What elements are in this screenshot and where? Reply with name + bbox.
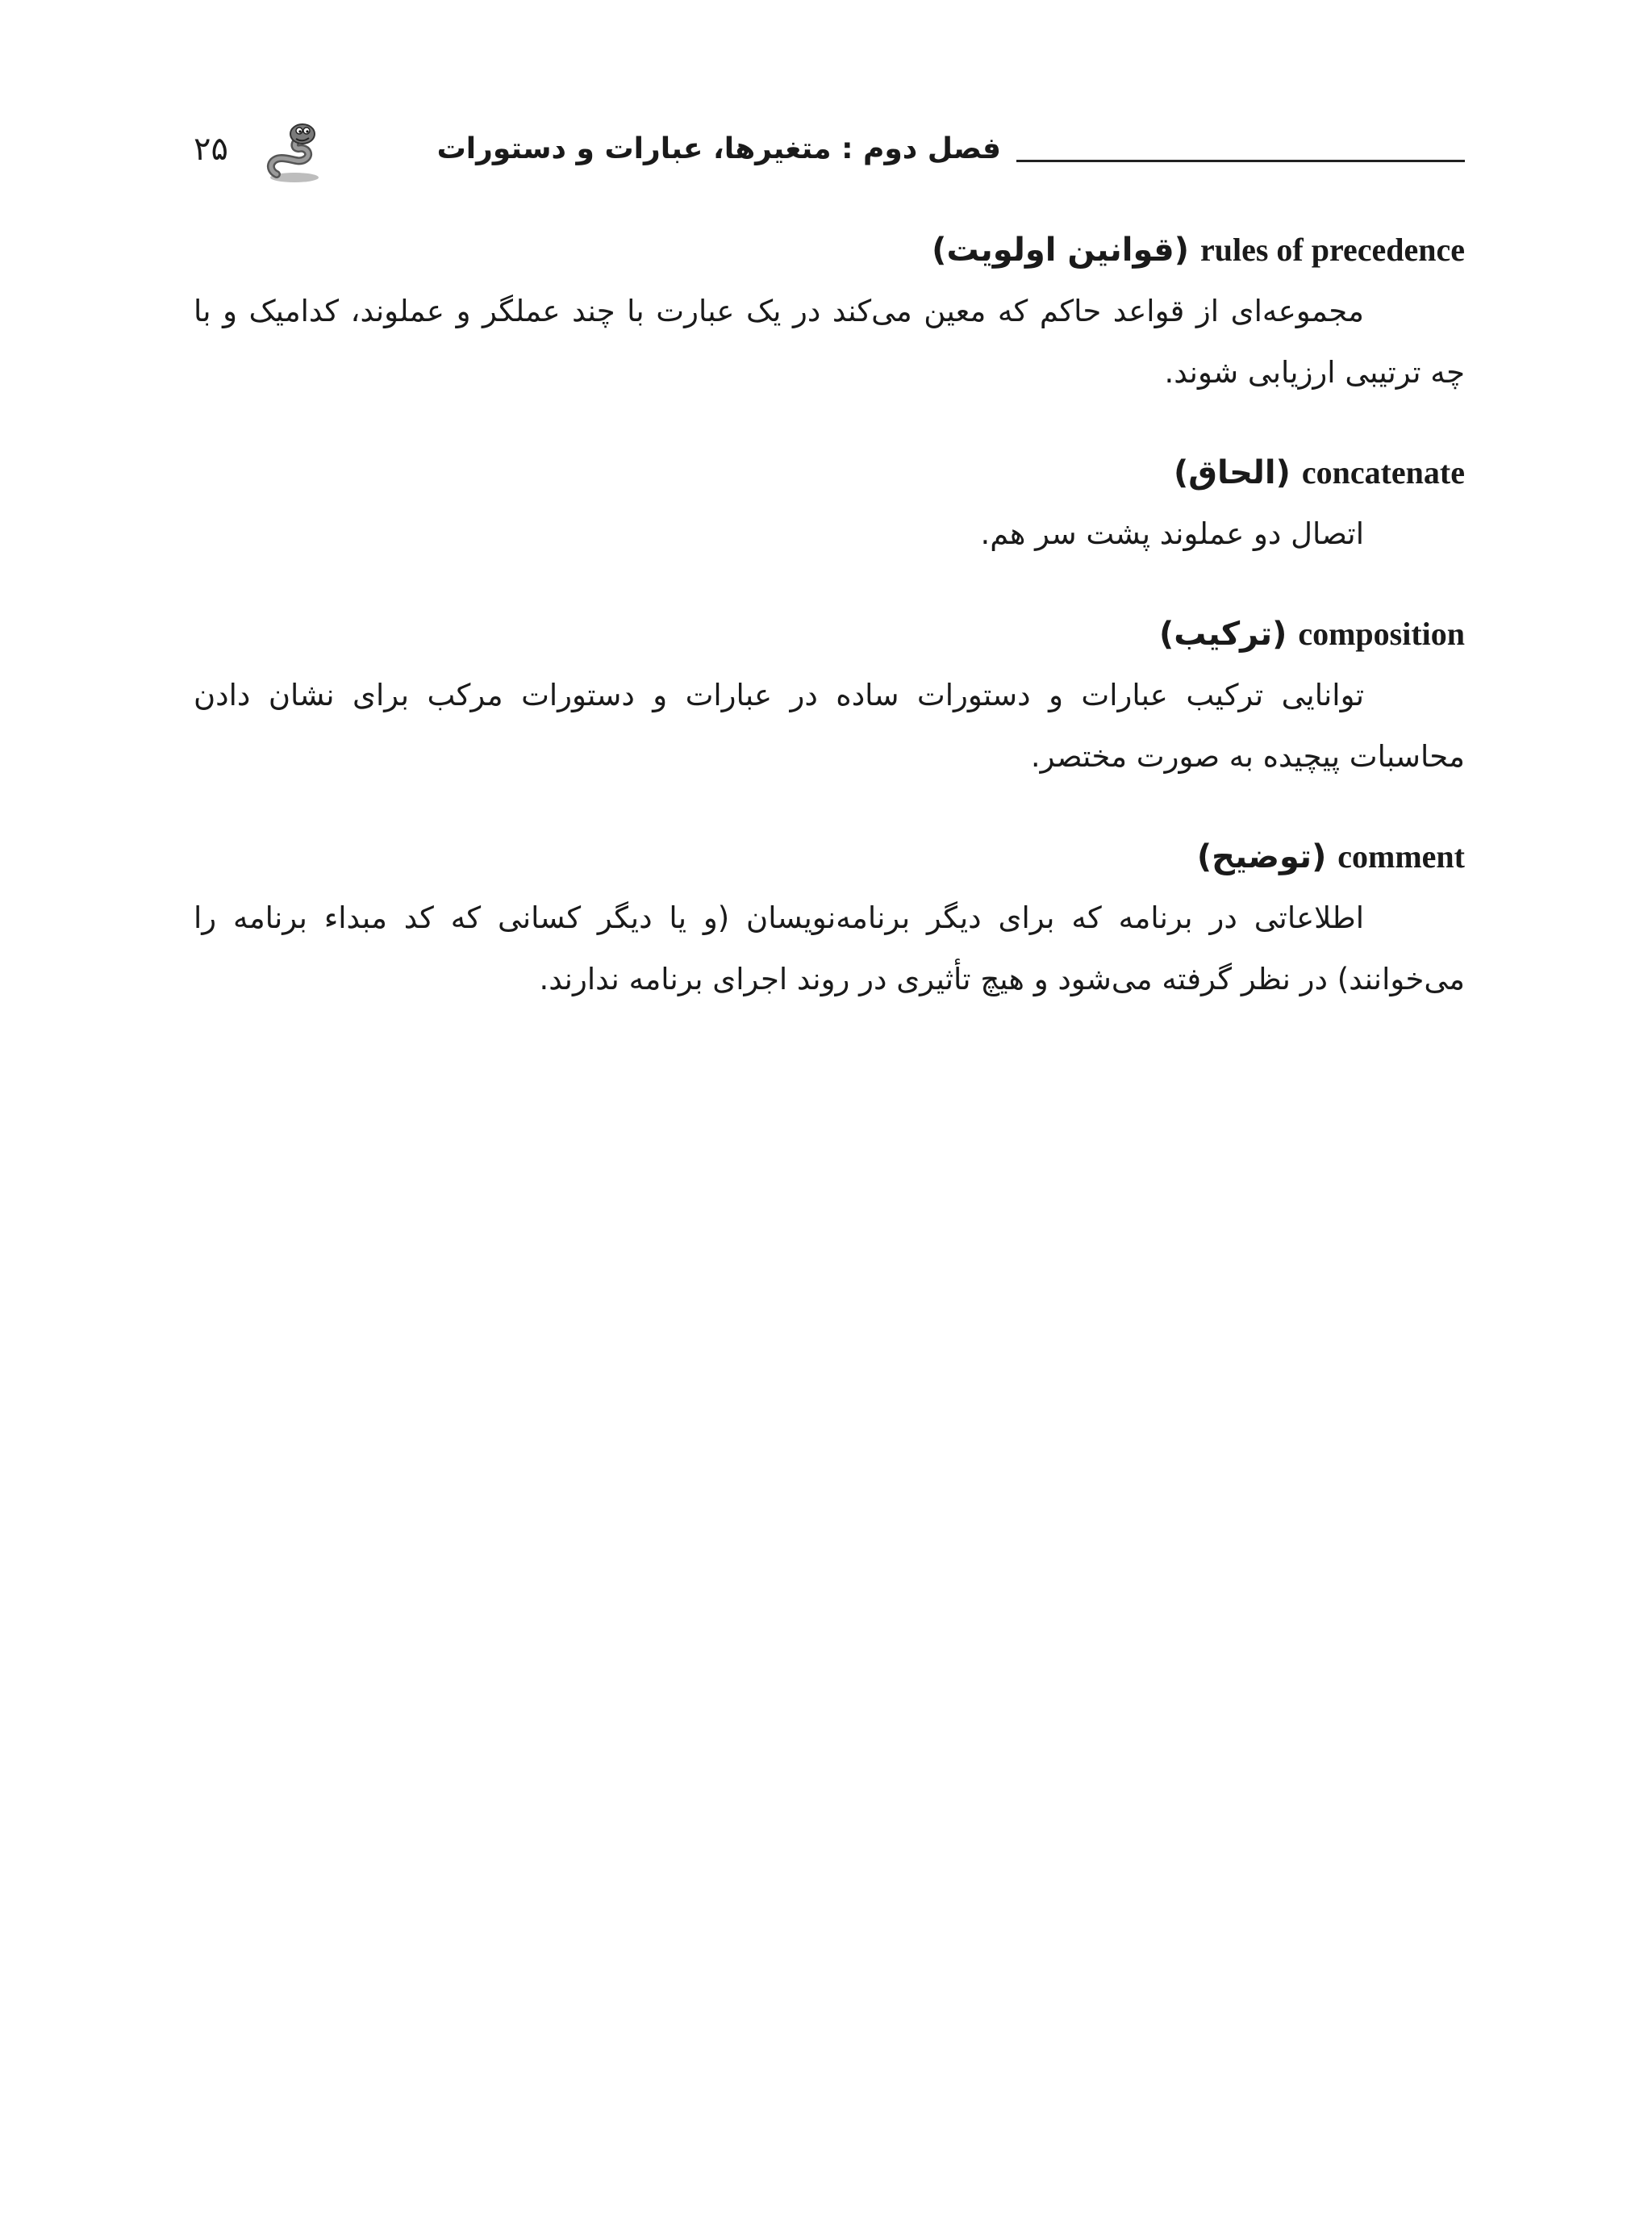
glossary-entry [194, 226, 1465, 403]
glossary-entry [194, 610, 1465, 787]
glossary-term [194, 226, 1465, 274]
glossary-content [194, 226, 1465, 1055]
term-definition: اتصال دو عملوند پشت سر هم. [980, 516, 1364, 551]
term-persian: (توضیح) [1196, 838, 1327, 875]
term-definition: توانایی ترکیب عبارات و دستورات ساده در عبارات و دستورات مرکب برای نشان دادن محاسبات پیچیده به صورت مختصر. [194, 678, 1465, 774]
chapter-title: فصل دوم : متغیرها، عبارات و دستورات [436, 132, 1001, 165]
term-english: rules of precedence [1199, 232, 1465, 268]
glossary-term [194, 610, 1465, 658]
glossary-term [194, 449, 1465, 497]
glossary-term [194, 833, 1465, 881]
glossary-entry [194, 449, 1465, 565]
term-persian: (قوانین اولویت) [932, 232, 1190, 269]
term-persian: (ترکیب) [1158, 616, 1287, 653]
running-header [194, 121, 1465, 186]
term-definition: مجموعه‌ای از قواعد حاکم که معین می‌کند در یک عبارت با چند عملگر و عملوند، کدامیک و با چه ترتیبی ارزیابی شوند. [194, 294, 1465, 390]
page-number: ۲۵ [194, 131, 228, 168]
glossary-entry [194, 833, 1465, 1010]
term-english: concatenate [1301, 454, 1465, 491]
term-persian: (الحاق) [1174, 454, 1291, 491]
term-english: comment [1337, 838, 1465, 875]
term-english: composition [1298, 616, 1465, 652]
snake-mascot-icon [262, 121, 327, 184]
header-rule [1016, 160, 1465, 162]
term-definition: اطلاعاتی در برنامه که برای دیگر برنامه‌نویسان (و یا دیگر کسانی که کد مبداء برنامه را می‌خوانند) در نظر گرفته می‌شود و هیچ تأثیری در روند اجرای برنامه ندارند. [194, 900, 1465, 996]
